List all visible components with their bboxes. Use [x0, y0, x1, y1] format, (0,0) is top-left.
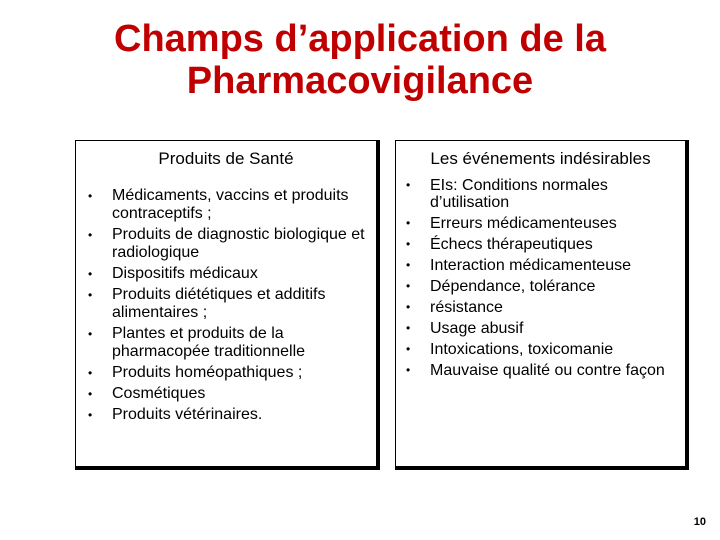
health-products-heading: Produits de Santé [158, 149, 294, 168]
list-item [88, 385, 376, 403]
list-item [406, 362, 685, 379]
list-item-text: Produits vétérinaires. [112, 406, 263, 423]
list-item-text: Échecs thérapeutiques [430, 236, 593, 253]
list-item-text: Interaction médicamenteuse [430, 257, 631, 274]
list-item [88, 226, 376, 262]
list-item [406, 278, 685, 295]
bullet-icon: • [88, 327, 93, 341]
list-item-text: Produits homéopathiques ; [112, 364, 303, 381]
bullet-icon: • [406, 237, 411, 251]
list-item-text: Cosmétiques [112, 385, 206, 402]
list-item [406, 341, 685, 358]
adverse-events-panel [395, 140, 689, 470]
slide-title [40, 18, 680, 102]
health-products-list [76, 187, 376, 424]
list-item [88, 286, 376, 322]
list-item-text: EIs: Conditions normales d’utilisation [430, 177, 608, 211]
bullet-icon: • [406, 342, 411, 356]
adverse-events-list [396, 177, 685, 379]
bullet-icon: • [88, 189, 93, 203]
list-item [406, 299, 685, 316]
list-item-text: Mauvaise qualité ou contre façon [430, 362, 665, 379]
health-products-panel [75, 140, 380, 470]
list-item-text: Usage abusif [430, 320, 524, 337]
list-item [406, 320, 685, 337]
list-item-text: Dépendance, tolérance [430, 278, 596, 295]
list-item-text: Médicaments, vaccins et produits contraceptifs ; [112, 187, 349, 222]
bullet-icon: • [88, 387, 93, 401]
bullet-icon: • [88, 228, 93, 242]
bullet-icon: • [406, 216, 411, 230]
bullet-icon: • [406, 178, 411, 192]
slide-title-line-1: Champs d’application de la [114, 18, 606, 60]
bullet-icon: • [406, 363, 411, 377]
list-item [406, 257, 685, 274]
bullet-icon: • [88, 366, 93, 380]
bullet-icon: • [88, 408, 93, 422]
bullet-icon: • [88, 288, 93, 302]
list-item-text: Dispositifs médicaux [112, 265, 258, 282]
bullet-icon: • [88, 267, 93, 281]
page-number: 10 [693, 516, 706, 528]
list-item [88, 406, 376, 424]
list-item [88, 325, 376, 361]
bullet-icon: • [406, 300, 411, 314]
list-item [406, 215, 685, 232]
list-item-text: Erreurs médicamenteuses [430, 215, 617, 232]
slide-title-line-2: Pharmacovigilance [186, 60, 534, 102]
list-item-text: Plantes et produits de la pharmacopée traditionnelle [112, 325, 306, 360]
list-item-text: Produits diététiques et additifs alimentaires ; [112, 286, 326, 321]
list-item [406, 236, 685, 253]
list-item [406, 177, 685, 211]
list-item-text: résistance [430, 299, 503, 316]
bullet-icon: • [406, 321, 411, 335]
list-item [88, 364, 376, 382]
list-item-text: Intoxications, toxicomanie [430, 341, 614, 358]
list-item [88, 187, 376, 223]
list-item [88, 265, 376, 283]
adverse-events-heading: Les événements indésirables [430, 149, 651, 168]
bullet-icon: • [406, 279, 411, 293]
list-item-text: Produits de diagnostic biologique et radiologique [112, 226, 365, 261]
bullet-icon: • [406, 258, 411, 272]
